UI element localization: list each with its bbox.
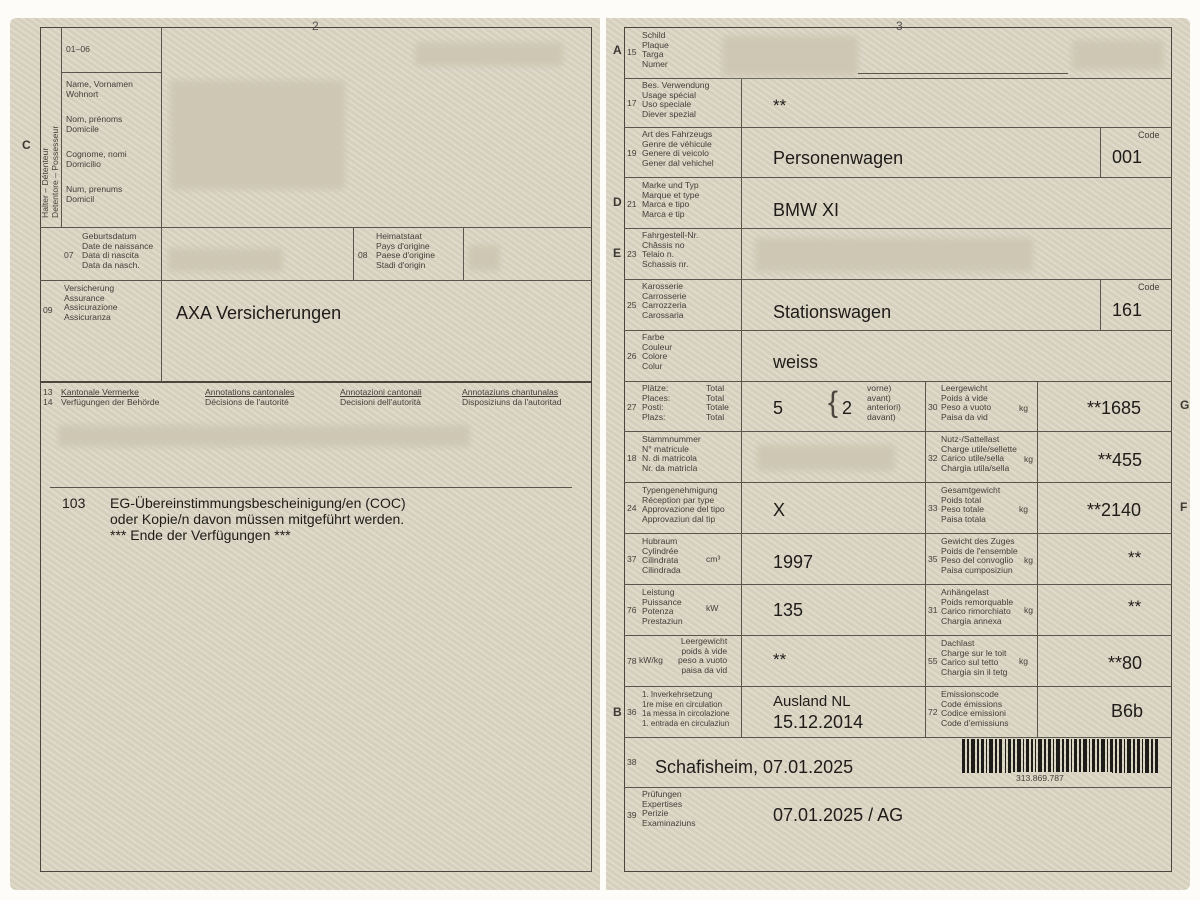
annot-col4-sub: Disposiziuns da l'autoritad (462, 397, 562, 407)
f24-label: Typengenehmigung Réception par type Approvazione del tipo Approvaziun dal tip (642, 485, 725, 524)
f37-label: Hubraum Cylindrée Cilindrata Cilindrada (642, 536, 681, 575)
f25-code-header: Code (1138, 282, 1160, 292)
holder-vertical-label: Halter – Détenteur Detentore – Possesseur (40, 125, 60, 218)
f15-label: Schild Plaque Targa Numer (642, 30, 669, 69)
field-01-06-num: 01–06 (66, 44, 90, 54)
annot-col2-title: Annotations cantonales (205, 387, 295, 397)
f78-value: ** (773, 650, 787, 669)
f35-label: Gewicht des Zuges Poids de l'ensemble Peso del convoglio Paisa cumposiziun (941, 536, 1018, 575)
f55-num: 55 (928, 656, 938, 666)
field-07-label: Geburtsdatum Date de naissance Data di nascita Data da nasch. (82, 231, 154, 270)
f30-label: Leergewicht Poids à vide Peso a vuoto Paisa da vid (941, 383, 992, 422)
f55-label: Dachlast Charge sur le toit Carico sul tetto Chargia sin il tetg (941, 638, 1008, 677)
annot-col1-sub: Verfügungen der Behörde (61, 397, 160, 407)
note-line-3: *** Ende der Verfügungen *** (110, 527, 291, 543)
f25-label: Karosserie Carrosserie Carrozzeria Carossaria (642, 281, 687, 320)
page-number-3: 3 (896, 19, 903, 33)
f19-value: Personenwagen (773, 148, 904, 168)
f76-value: 135 (773, 600, 804, 620)
f21-num: 21 (627, 199, 637, 209)
f17-label: Bes. Verwendung Usage spécial Uso speciale Diever spezial (642, 80, 710, 119)
holder-label-it: Cognome, nomi Domicilio (66, 149, 127, 169)
f27-label-total: Total Total Totale Total (706, 383, 729, 422)
f18-num: 18 (627, 453, 637, 463)
f76-num: 76 (627, 605, 637, 615)
f39-label: Prüfungen Expertises Perizie Examinaziuns (642, 789, 696, 828)
note-line-1: EG-Übereinstimmungsbescheinigung/en (COC) (110, 495, 406, 511)
field-07-num: 07 (64, 250, 74, 260)
f27-front-value: 2 (842, 398, 853, 418)
f27-num: 27 (627, 402, 637, 412)
f33-label: Gesamtgewicht Poids total Peso totale Paisa totala (941, 485, 1001, 524)
insurance-value: AXA Versicherungen (176, 303, 342, 323)
f27-brace: { (828, 386, 839, 419)
redacted-plate-2 (1072, 40, 1164, 70)
f15-num: 15 (627, 47, 637, 57)
page-number-2: 2 (312, 19, 319, 33)
f39-value: 07.01.2025 / AG (773, 805, 904, 825)
f31-label: Anhängelast Poids remorquable Carico rimorchiato Chargia annexa (941, 587, 1014, 626)
f72-value: B6b (1111, 701, 1144, 721)
f39-num: 39 (627, 810, 637, 820)
f76-label: Leistung Puissance Potenza Prestaziun (642, 587, 683, 626)
f24-value: X (773, 500, 786, 520)
f31-num: 31 (928, 605, 938, 615)
annot-num-13: 13 (43, 387, 53, 397)
f32-num: 32 (928, 453, 938, 463)
redacted-chassis (755, 238, 1033, 272)
f30-num: 30 (928, 402, 938, 412)
f24-num: 24 (627, 503, 637, 513)
f36-num: 36 (627, 707, 637, 717)
f32-label: Nutz-/Sattellast Charge utile/sellette Carico utile/sella Chargia utila/sella (941, 434, 1017, 473)
f36-label: 1. Inverkehrsetzung 1re mise en circulation 1a messa in circolazione 1. entrada en circulaziun (642, 690, 730, 728)
f33-value: **2140 (1087, 500, 1142, 520)
redacted-matricule (757, 445, 895, 471)
f21-label: Marke und Typ Marque et type Marca e tipo Marca e tip (642, 180, 700, 219)
annot-num-14: 14 (43, 397, 53, 407)
f27-front-label: vorne) avant) anteriori) davant) (867, 383, 901, 422)
annot-col1-title: Kantonale Vermerke (61, 387, 139, 397)
f38-num: 38 (627, 757, 637, 767)
redacted-holder-top (415, 42, 563, 66)
f36-value-line2: 15.12.2014 (773, 712, 864, 732)
f78-num: 78 (627, 656, 637, 666)
f19-code-header: Code (1138, 130, 1160, 140)
margin-letter-e: E (613, 246, 622, 260)
f37-unit: cm³ (706, 554, 721, 564)
f19-label: Art des Fahrzeugs Genre de véhicule Genere di veicolo Gener dal vehichel (642, 129, 714, 168)
margin-letter-f: F (1180, 500, 1188, 514)
f72-num: 72 (928, 707, 938, 717)
f37-num: 37 (627, 554, 637, 564)
f27-label: Plätze: Places: Posti: Plazs: (642, 383, 671, 422)
f33-num: 33 (928, 503, 938, 513)
f32-value: **455 (1098, 450, 1143, 470)
f26-label: Farbe Couleur Colore Colur (642, 332, 673, 371)
f55-unit: kg (1019, 656, 1029, 666)
f26-num: 26 (627, 351, 637, 361)
redacted-holder-name (170, 80, 345, 190)
margin-letter-g: G (1180, 398, 1190, 412)
margin-letter-b: B (613, 705, 622, 719)
holder-label-de: Name, Vornamen Wohnort (66, 79, 133, 99)
annot-col3-title: Annotazioni cantonali (340, 387, 422, 397)
note-line-2: oder Kopie/n davon müssen mitgeführt werden. (110, 511, 405, 527)
f19-num: 19 (627, 148, 637, 158)
f30-value: **1685 (1087, 398, 1142, 418)
f78-label: Leergewicht poids à vide peso a vuoto paisa da vid (678, 636, 728, 675)
f78-unit: kW/kg (639, 655, 663, 665)
f76-unit: kW (706, 603, 719, 613)
holder-label-rm: Num, prenums Domicil (66, 184, 123, 204)
field-08-label: Heimatstaat Pays d'origine Paese d'origine Stadi d'origin (376, 231, 435, 270)
annot-col4-title: Annotaziuns chantunalas (462, 387, 559, 397)
f36-value-line1: Ausland NL (773, 693, 851, 710)
f25-num: 25 (627, 300, 637, 310)
field-08-num: 08 (358, 250, 368, 260)
f25-code: 161 (1112, 300, 1143, 320)
f55-value: **80 (1108, 653, 1143, 673)
annot-col2-sub: Décisions de l'autorité (205, 397, 289, 407)
f23-num: 23 (627, 249, 637, 259)
f26-value: weiss (773, 352, 819, 372)
f21-value: BMW XI (773, 200, 839, 220)
redacted-plate (722, 36, 858, 76)
f25-value: Stationswagen (773, 302, 892, 322)
field-09-num: 09 (43, 305, 53, 315)
annotations-section (40, 382, 592, 872)
f35-num: 35 (928, 554, 938, 564)
margin-letter-c: C (22, 138, 31, 152)
f19-code: 001 (1112, 147, 1143, 167)
field-09-label: Versicherung Assurance Assicurazione Assicuranza (64, 283, 118, 322)
redacted-origin (468, 245, 500, 271)
f17-num: 17 (627, 98, 637, 108)
redacted-birthdate (168, 248, 283, 272)
note-code: 103 (62, 495, 86, 511)
f17-value: ** (773, 96, 787, 115)
barcode-number: 313.869.787 (1016, 773, 1064, 783)
f31-unit: kg (1024, 605, 1034, 615)
annot-col3-sub: Decisioni dell'autorità (340, 397, 421, 407)
f33-unit: kg (1019, 504, 1029, 514)
margin-letter-a: A (613, 43, 622, 57)
f31-value: ** (1128, 597, 1142, 616)
holder-label-fr: Nom, prénoms Domicile (66, 114, 123, 134)
f27-value: 5 (773, 398, 784, 418)
f32-unit: kg (1024, 454, 1034, 464)
f35-value: ** (1128, 548, 1142, 567)
f23-label: Fahrgestell-Nr. Châssis no Telaio n. Schassis nr. (642, 230, 699, 269)
f35-unit: kg (1024, 555, 1034, 565)
f18-label: Stammnummer N° matricule N. di matricola Nr. da matricla (642, 434, 701, 473)
redacted-annotation (58, 425, 470, 447)
f72-label: Emissionscode Code émissions Codice emissioni Code d'emissiuns (941, 689, 1009, 728)
f38-value: Schafisheim, 07.01.2025 (655, 757, 854, 777)
margin-letter-d: D (613, 195, 622, 209)
f37-value: 1997 (773, 552, 814, 572)
barcode-icon (962, 739, 1160, 773)
f30-unit: kg (1019, 403, 1029, 413)
